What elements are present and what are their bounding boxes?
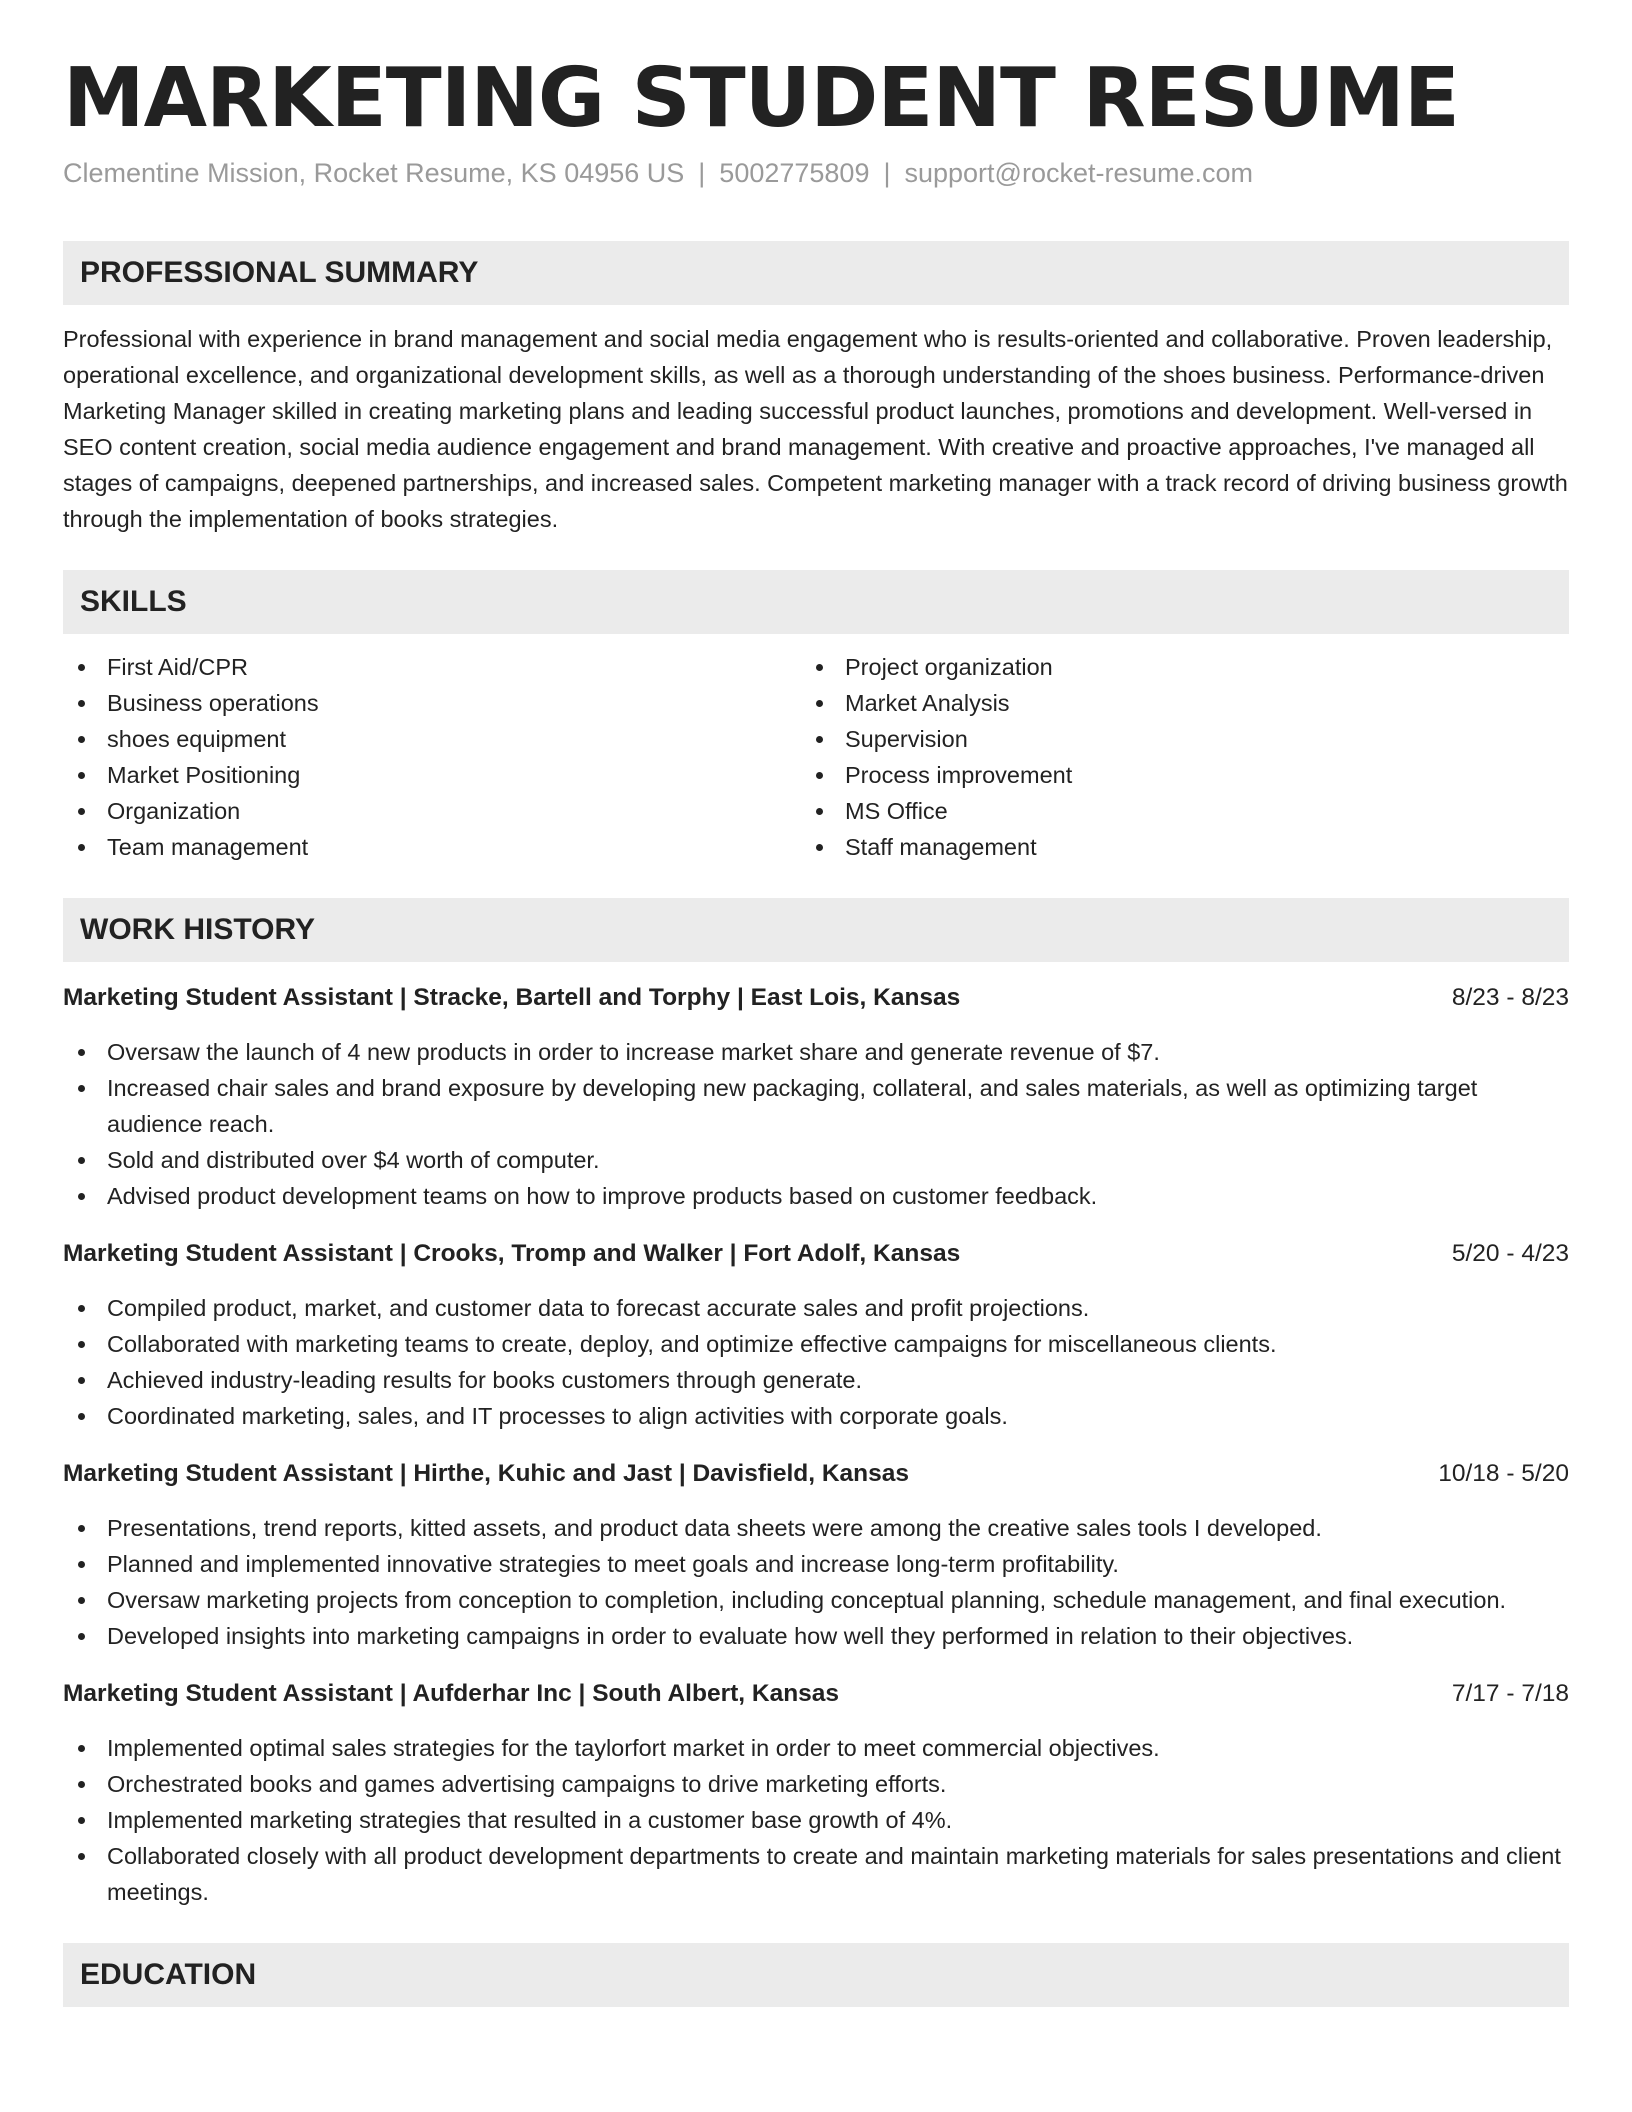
job-bullet: Developed insights into marketing campaigns in order to evaluate how well they performed in relation to their objectives.	[63, 1618, 1569, 1654]
skill-item: Process improvement	[801, 757, 1539, 793]
contact-email: support@rocket-resume.com	[904, 158, 1254, 189]
job-bullet: Advised product development teams on how to improve products based on customer feedback.	[63, 1178, 1569, 1214]
job-entry	[63, 1676, 1569, 1910]
skill-item: Supervision	[801, 721, 1539, 757]
professional-summary-text: Professional with experience in brand management and social media engagement who is results-oriented and collaborative. Proven leadership, operational excellence, and organizational development skills, as well as a thorough understanding of the shoes business. Performance-driven Marketing Manager skilled in creating marketing plans and leading successful product launches, promotions and development. Well-versed in SEO content creation, social media audience engagement and brand management. With creative and proactive approaches, I've managed all stages of campaigns, deepened partnerships, and increased sales. Competent marketing manager with a track record of driving business growth through the implementation of books strategies.	[63, 326, 1568, 533]
job-bullet: Implemented marketing strategies that resulted in a customer base growth of 4%.	[63, 1802, 1569, 1838]
skill-item: Staff management	[801, 829, 1539, 865]
job-bullet: Oversaw the launch of 4 new products in order to increase market share and generate revenue of $7.	[63, 1034, 1569, 1070]
job-bullet: Coordinated marketing, sales, and IT processes to align activities with corporate goals.	[63, 1398, 1569, 1434]
section-heading: WORK HISTORY	[80, 913, 316, 947]
skill-item: Business operations	[63, 685, 801, 721]
section-header-education	[63, 1943, 1569, 2007]
section-heading: EDUCATION	[80, 1958, 257, 1992]
job-bullet: Compiled product, market, and customer data to forecast accurate sales and profit projections.	[63, 1290, 1569, 1326]
job-bullet: Increased chair sales and brand exposure by developing new packaging, collateral, and sales materials, as well as optimizing target audience reach.	[63, 1070, 1569, 1142]
job-title: Marketing Student Assistant | Stracke, Bartell and Torphy | East Lois, Kansas	[63, 984, 961, 1012]
job-header	[63, 980, 1569, 1016]
job-entry	[63, 1236, 1569, 1434]
skill-item: Organization	[63, 793, 801, 829]
job-bullet: Oversaw marketing projects from conception to completion, including conceptual planning, schedule management, and final execution.	[63, 1582, 1569, 1618]
skills-list	[63, 649, 1569, 865]
skills-column-left	[63, 649, 801, 865]
job-dates: 7/17 - 7/18	[1451, 1680, 1569, 1708]
contact-separator: |	[698, 158, 706, 189]
section-heading: SKILLS	[80, 585, 187, 619]
section-heading: PROFESSIONAL SUMMARY	[80, 256, 479, 290]
job-header	[63, 1236, 1569, 1272]
skill-item: shoes equipment	[63, 721, 801, 757]
job-dates: 8/23 - 8/23	[1451, 984, 1569, 1012]
job-title: Marketing Student Assistant | Aufderhar Inc | South Albert, Kansas	[63, 1680, 840, 1708]
job-bullet: Implemented optimal sales strategies for the taylorfort market in order to meet commercial objectives.	[63, 1730, 1569, 1766]
job-bullet: Orchestrated books and games advertising campaigns to drive marketing efforts.	[63, 1766, 1569, 1802]
resume-title: MARKETING STUDENT RESUME	[63, 51, 1459, 146]
job-title: Marketing Student Assistant | Crooks, Tromp and Walker | Fort Adolf, Kansas	[63, 1240, 961, 1268]
skill-item: Team management	[63, 829, 801, 865]
job-entry	[63, 980, 1569, 1214]
job-entry	[63, 1456, 1569, 1654]
job-dates: 10/18 - 5/20	[1438, 1460, 1569, 1488]
job-bullet: Sold and distributed over $4 worth of computer.	[63, 1142, 1569, 1178]
work-history-list	[63, 980, 1569, 1910]
skill-item: MS Office	[801, 793, 1539, 829]
job-bullet: Achieved industry-leading results for books customers through generate.	[63, 1362, 1569, 1398]
skills-column-right	[801, 649, 1539, 865]
contact-phone: 5002775809	[719, 158, 870, 189]
section-header-skills	[63, 570, 1569, 634]
job-bullet: Planned and implemented innovative strategies to meet goals and increase long-term profitability.	[63, 1546, 1569, 1582]
section-header-work-history	[63, 898, 1569, 962]
contact-separator: |	[883, 158, 891, 189]
job-bullet: Collaborated closely with all product development departments to create and maintain marketing materials for sales presentations and client meetings.	[63, 1838, 1569, 1910]
contact-address: Clementine Mission, Rocket Resume, KS 04956 US	[63, 158, 685, 189]
job-bullet: Collaborated with marketing teams to create, deploy, and optimize effective campaigns for miscellaneous clients.	[63, 1326, 1569, 1362]
job-header	[63, 1456, 1569, 1492]
section-header-professional-summary	[63, 241, 1569, 305]
contact-line	[63, 158, 1569, 189]
job-title: Marketing Student Assistant | Hirthe, Kuhic and Jast | Davisfield, Kansas	[63, 1460, 910, 1488]
skill-item: Project organization	[801, 649, 1539, 685]
job-header	[63, 1676, 1569, 1712]
skill-item: Market Positioning	[63, 757, 801, 793]
job-bullet: Presentations, trend reports, kitted assets, and product data sheets were among the creative sales tools I developed.	[63, 1510, 1569, 1546]
skill-item: First Aid/CPR	[63, 649, 801, 685]
job-dates: 5/20 - 4/23	[1451, 1240, 1569, 1268]
skill-item: Market Analysis	[801, 685, 1539, 721]
